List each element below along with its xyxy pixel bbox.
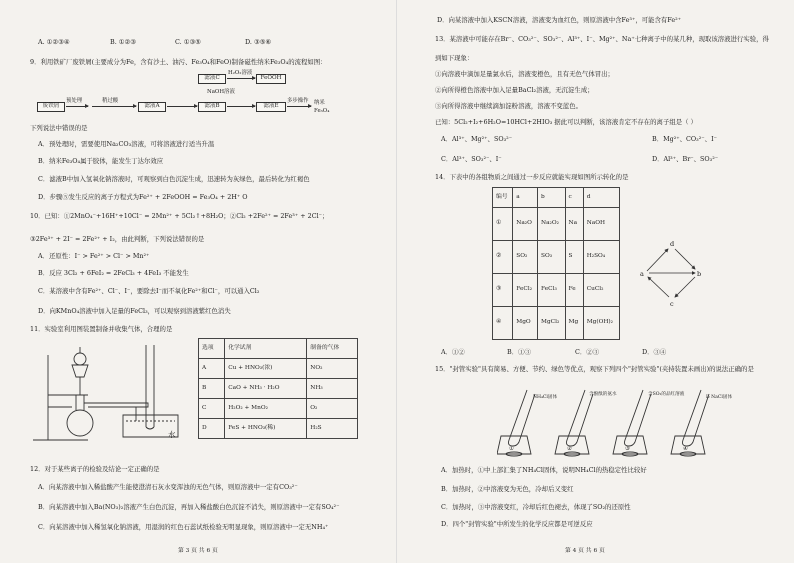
q14-option-c: C．②③ bbox=[575, 348, 600, 356]
q13-stem: 13．某溶液中可能存在Br⁻、CO₃²⁻、SO₃²⁻、Al³⁺、I⁻、Mg²⁺、Na⁺七种离子中的某几种，现取该溶液进行实验，得 bbox=[435, 35, 769, 43]
table-cell: C bbox=[199, 399, 225, 419]
q9-option-c: C．滤液B中加入氢氧化钠溶液时，可观察到白色沉淀生成，迅速转为灰绿色，最后转化为红褐色 bbox=[38, 175, 310, 183]
flow-arrow bbox=[92, 106, 136, 107]
flow-arrow bbox=[167, 106, 197, 107]
q10-stem2: ③2Fe³⁺ + 2I⁻ = 2Fe²⁺ + I₂，由此判断，下列说法错误的是 bbox=[30, 235, 205, 243]
q13-stem2: 到如下现象： bbox=[435, 54, 474, 62]
table-cell: ③ bbox=[493, 274, 513, 307]
q11-stem: 11．实验室利用图装置制备并收集气体，合理的是 bbox=[30, 325, 173, 333]
table-cell: CaO + NH₃ · H₂O bbox=[225, 379, 307, 399]
q13-step2: ②向所得橙色溶液中加入足量BaCl₂溶液，无沉淀生成； bbox=[435, 86, 594, 94]
table-cell: CuCl₂ bbox=[583, 274, 619, 307]
table-row bbox=[493, 274, 620, 307]
tube-number: ③ bbox=[625, 446, 630, 452]
q14-table bbox=[492, 187, 620, 340]
q8-option-a: A. ①②③④ bbox=[38, 38, 70, 46]
table-cell: FeS + HNO₃(稀) bbox=[225, 419, 307, 439]
q10-option-b: B．反应 3Cl₂ + 6FeI₂ = 2FeCl₃ + 4FeI₃ 不能发生 bbox=[38, 269, 189, 277]
right-page bbox=[397, 0, 794, 563]
q13-option-a: A．Al³⁺、Mg²⁺、SO₃²⁻ bbox=[441, 135, 513, 143]
table-row bbox=[493, 307, 620, 340]
q15-option-b: B．加热时，②中溶液变为无色，冷却后又变红 bbox=[441, 485, 574, 493]
q9-option-b: B．纳米Fe₃O₄属于胶体，能发生丁达尔效应 bbox=[38, 157, 164, 165]
table-cell: MgCl₂ bbox=[538, 307, 566, 340]
q13-option-b: B．Mg²⁺、CO₃²⁻、I⁻ bbox=[652, 135, 717, 143]
q10-option-d: D．向KMnO₄溶液中加入足量的FeCl₃，可以观察到溶液紫红色消失 bbox=[38, 307, 231, 315]
q9-option-a: A．预处理时，需要使用Na₂CO₃溶液，可将溶液进行适当升温 bbox=[38, 140, 215, 148]
table-cell: H₂O₂ + MnO₂ bbox=[225, 399, 307, 419]
table-cell: Na bbox=[565, 208, 583, 241]
flow-label-ops: 多步操作 bbox=[287, 98, 309, 104]
q15-option-c: C．加热时，③中溶液变红，冷却后红色褪去，体现了SO₂的还原性 bbox=[441, 503, 631, 511]
table-cell: Fe bbox=[565, 274, 583, 307]
q8-option-c: C. ①③⑤ bbox=[175, 38, 201, 46]
q10-option-a: A．还原性：I⁻ > Fe²⁺ > Cl⁻ > Mn²⁺ bbox=[38, 252, 150, 260]
table-cell: SO₂ bbox=[513, 241, 538, 274]
tube4-label: I₂ NaCl固体 bbox=[706, 395, 733, 400]
table-cell: SO₃ bbox=[538, 241, 566, 274]
q11-table bbox=[198, 338, 358, 439]
q14-stem: 14．下表中的各组物质之间通过一步反应就能实现如图所示转化的是 bbox=[435, 173, 629, 181]
gas-apparatus-figure bbox=[28, 335, 198, 445]
table-header-cell: 制备的气体 bbox=[307, 339, 358, 359]
flow-arrow bbox=[227, 78, 255, 79]
q14-option-a: A．①② bbox=[441, 348, 465, 356]
table-cell: D bbox=[199, 419, 225, 439]
table-row bbox=[199, 399, 358, 419]
q14-option-d: D．③④ bbox=[642, 348, 667, 356]
q13-step1: ①向溶液中滴加足量氯水后，溶液变橙色，且有无色气体冒出； bbox=[435, 70, 614, 78]
q15-sealed-tubes-figure bbox=[497, 380, 747, 460]
table-cell: NH₃ bbox=[307, 379, 358, 399]
flow-label-product: Fe₃O₄ bbox=[314, 108, 330, 114]
table-header-cell: 编号 bbox=[493, 188, 513, 208]
table-cell: Cu + HNO₃(浓) bbox=[225, 359, 307, 379]
table-row bbox=[199, 379, 358, 399]
q10-option-c: C．某溶液中含有Fe²⁺、Cl⁻、I⁻，要除去I⁻而不氧化Fe²⁺和Cl⁻，可以通入Cl₂ bbox=[38, 287, 260, 295]
q8-option-b: B. ①②③ bbox=[110, 38, 136, 46]
flow-box-b: 滤液B bbox=[198, 102, 226, 112]
node-a: a bbox=[640, 270, 644, 278]
page-number: 第 3 页 共 6 页 bbox=[178, 547, 218, 554]
table-cell: Mg(OH)₂ bbox=[583, 307, 619, 340]
q15-option-d: D．四个"封管实验"中所发生的化学反应都是可逆反应 bbox=[441, 520, 593, 528]
q9-stem: 9．利用铁矿厂废铁屑(主要成分为Fe，含有沙土、油污、Fe₃O₄和FeO)制备磁性纳米Fe₃O₄的流程如图： bbox=[30, 58, 327, 66]
q15-stem: 15．"封管实验"具有简易、方便、节约、绿色等优点，观察下列四个"封管实验"(夹持装置未画出)的说法正确的是 bbox=[435, 365, 754, 373]
node-b: b bbox=[697, 270, 702, 278]
table-header-row bbox=[199, 339, 358, 359]
flow-box-a: 滤液A bbox=[138, 102, 166, 112]
table-header-cell: a bbox=[513, 188, 538, 208]
tube3-label: 含SO₂的品红溶液 bbox=[648, 392, 685, 397]
q9-option-d: D．步骤⑤发生反应的离子方程式为Fe²⁺ + 2FeOOH = Fe₃O₄ + 2H⁺ O bbox=[38, 193, 248, 201]
q13-option-c: C．Al³⁺、SO₃²⁻、I⁻ bbox=[441, 155, 502, 163]
table-cell: Na₂O₂ bbox=[538, 208, 566, 241]
flow-box-c: 滤液C bbox=[198, 74, 226, 84]
table-cell: NO₂ bbox=[307, 359, 358, 379]
q13-known: 已知：5Cl₂+I₂+6H₂O=10HCl+2HIO₃ 据此可以判断，该溶液肯定不存在的离子组是（ ） bbox=[435, 118, 697, 126]
table-cell: O₂ bbox=[307, 399, 358, 419]
tube-number: ④ bbox=[683, 446, 688, 452]
flow-label-h2o2: H₂O₂溶液 bbox=[228, 70, 253, 76]
flow-arrow bbox=[287, 106, 311, 107]
table-cell: H₂SO₄ bbox=[583, 241, 619, 274]
flow-label-nano: 纳米 bbox=[314, 100, 325, 106]
q14-option-b: B．①③ bbox=[507, 348, 531, 356]
node-d: d bbox=[670, 240, 675, 248]
flow-start-box: 废铁屑 bbox=[37, 102, 65, 112]
q13-option-d: D．Al³⁺、Br⁻、SO₃²⁻ bbox=[652, 155, 719, 163]
table-cell: Na₂O bbox=[513, 208, 538, 241]
table-row bbox=[493, 208, 620, 241]
flow-label-step1: 预处理 bbox=[66, 98, 83, 104]
q9-prompt: 下列说法中错误的是 bbox=[30, 124, 88, 132]
water-label: 水 bbox=[168, 430, 176, 439]
q12-option-c: C．向某溶液中加入稀氢氧化钠溶液，用湿润的红色石蕊试纸检验无明显现象，则原溶液中一定无NH₄⁺ bbox=[38, 523, 329, 531]
flow-arrow bbox=[66, 106, 88, 107]
q12-stem: 12．对于某些离子的检验及结论一定正确的是 bbox=[30, 465, 160, 473]
table-header-cell: d bbox=[583, 188, 619, 208]
table-cell: ① bbox=[493, 208, 513, 241]
q15-option-a: A．加热时，①中上部汇集了NH₄Cl固体，说明NH₄Cl的热稳定性比较好 bbox=[441, 466, 647, 474]
table-cell: FeCl₂ bbox=[513, 274, 538, 307]
table-header-cell: b bbox=[538, 188, 566, 208]
table-cell: ② bbox=[493, 241, 513, 274]
table-cell: B bbox=[199, 379, 225, 399]
table-cell: MgO bbox=[513, 307, 538, 340]
flow-arrow bbox=[227, 106, 255, 107]
tube1-label: NH₄Cl固体 bbox=[533, 395, 558, 400]
flow-box-e: 滤液E bbox=[256, 102, 286, 112]
tube-number: ② bbox=[567, 446, 572, 452]
q10-stem: 10．已知：①2MnO₄⁻+16H⁺+10Cl⁻ = 2Mn²⁺ + 5Cl₂↑+8H₂O；②Cl₂ +2Fe²⁺ = 2Fe³⁺ + 2Cl⁻； bbox=[30, 212, 329, 220]
flow-label-step2: 稍过酸 bbox=[102, 98, 119, 104]
tube2-label: 含酚酞的氨水 bbox=[589, 392, 617, 397]
q8-option-d: D. ③⑤⑥ bbox=[245, 38, 272, 46]
node-c: c bbox=[670, 300, 674, 308]
q12-option-d: D．向某溶液中加入KSCN溶液，溶液变为血红色，则原溶液中含Fe³⁺，可能含有Fe²⁺ bbox=[437, 16, 682, 24]
table-header-row bbox=[493, 188, 620, 208]
table-cell: ④ bbox=[493, 307, 513, 340]
q12-option-b: B．向某溶液中加入Ba(NO₃)₂溶液产生白色沉淀，再加入稀盐酸白色沉淀不消失，则原溶液中一定有SO₄²⁻ bbox=[38, 503, 340, 511]
table-cell: FeCl₃ bbox=[538, 274, 566, 307]
table-cell: A bbox=[199, 359, 225, 379]
q12-option-a: A．向某溶液中加入稀盐酸产生能使澄清石灰水变浑浊的无色气体，则原溶液中一定有CO₃²⁻ bbox=[38, 483, 298, 491]
page-number: 第 4 页 共 6 页 bbox=[565, 547, 605, 554]
table-header-cell: c bbox=[565, 188, 583, 208]
table-header-cell: 化学试剂 bbox=[225, 339, 307, 359]
table-cell: NaOH bbox=[583, 208, 619, 241]
table-cell: H₂S bbox=[307, 419, 358, 439]
table-row bbox=[199, 359, 358, 379]
table-header-cell: 选项 bbox=[199, 339, 225, 359]
table-row bbox=[493, 241, 620, 274]
q13-step3: ③向所得溶液中继续滴加淀粉溶液，溶液不变蓝色。 bbox=[435, 102, 582, 110]
flow-label-naoh: NaOH溶液 bbox=[207, 89, 235, 95]
table-cell: Mg bbox=[565, 307, 583, 340]
table-cell: S bbox=[565, 241, 583, 274]
flow-box-feooh: FeOOH bbox=[256, 74, 286, 84]
table-row bbox=[199, 419, 358, 439]
tube-number: ① bbox=[509, 446, 514, 452]
